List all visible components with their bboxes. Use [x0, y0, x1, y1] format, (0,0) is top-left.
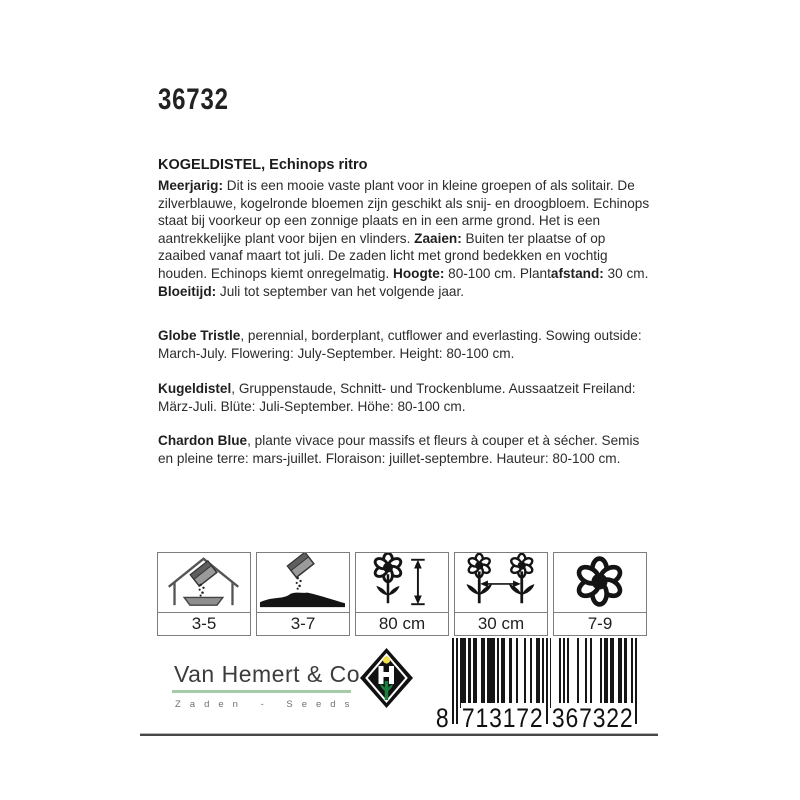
pictogram-sowing-indoors: [157, 552, 251, 636]
brand-diamond-icon: [360, 648, 413, 708]
description-french: Chardon Blue, plante vivace pour massifs et fleurs à couper et à sécher. Semis en pleine terre: mars-juillet. Floraison: juillet-septembre. Hauteur: 80-100 cm.: [158, 433, 640, 466]
brand-name: Van Hemert & Co: [174, 661, 361, 687]
barcode-digits-left: 713172: [461, 703, 544, 733]
article-number: 36732: [158, 83, 229, 116]
pictogram-sowing-outdoors: [256, 552, 350, 636]
description-german: Kugeldistel, Gruppenstaude, Schnitt- und Trockenblume. Aussaatzeit Freiland: März-Juli. Blüte: Juli-September. Höhe: 80-100 cm.: [158, 381, 636, 414]
pictogram-plant-height: [355, 552, 449, 636]
brand-tagline: Zaden - Seeds: [175, 699, 359, 710]
description-english: Globe Tristle, perennial, borderplant, cutflower and everlasting. Sowing outside: March-July. Flowering: July-September. Height: 80-100 cm.: [158, 328, 642, 361]
product-title: KOGELDISTEL, Echinops ritro: [158, 157, 368, 173]
flowering-period-icon: [553, 552, 647, 612]
sowing-outdoors-icon: [256, 552, 350, 612]
sowing-indoors-months: 3-5: [157, 612, 251, 636]
sowing-outdoors-months: 3-7: [256, 612, 350, 636]
brand-green-rule: [172, 690, 351, 693]
description-dutch: Meerjarig: Dit is een mooie vaste plant voor in kleine groepen of als solitair. De zilverblauwe, kogelronde bloemen zijn geschikt als snij- en droogbloem. Echinops staat bij voorkeur op een zonnige plaats en in een arme grond. Het is een aantrekkelijke plant voor bijen en vlinders. Zaaien: Buiten ter plaatse of op zaaibed vanaf maart tot juli. De zaden licht met grond bedekken en vochtig houden. Echinops kiemt onregelmatig. Hoogte: 80-100 cm. Plantafstand: 30 cm. Bloeitijd: Juli tot september van het volgende jaar.: [158, 178, 650, 299]
barcode-digit-first: 8: [435, 703, 450, 733]
pictogram-plant-distance: [454, 552, 548, 636]
flowering-period-months: 7-9: [553, 612, 647, 636]
pictogram-flowering-period: [553, 552, 647, 636]
bottom-rule: [140, 733, 658, 736]
plant-height-value: 80 cm: [355, 612, 449, 636]
barcode-digits-right: 367322: [551, 703, 634, 733]
plant-height-icon: [355, 552, 449, 612]
plant-distance-value: 30 cm: [454, 612, 548, 636]
sowing-indoors-icon: [157, 552, 251, 612]
plant-distance-icon: [454, 552, 548, 612]
